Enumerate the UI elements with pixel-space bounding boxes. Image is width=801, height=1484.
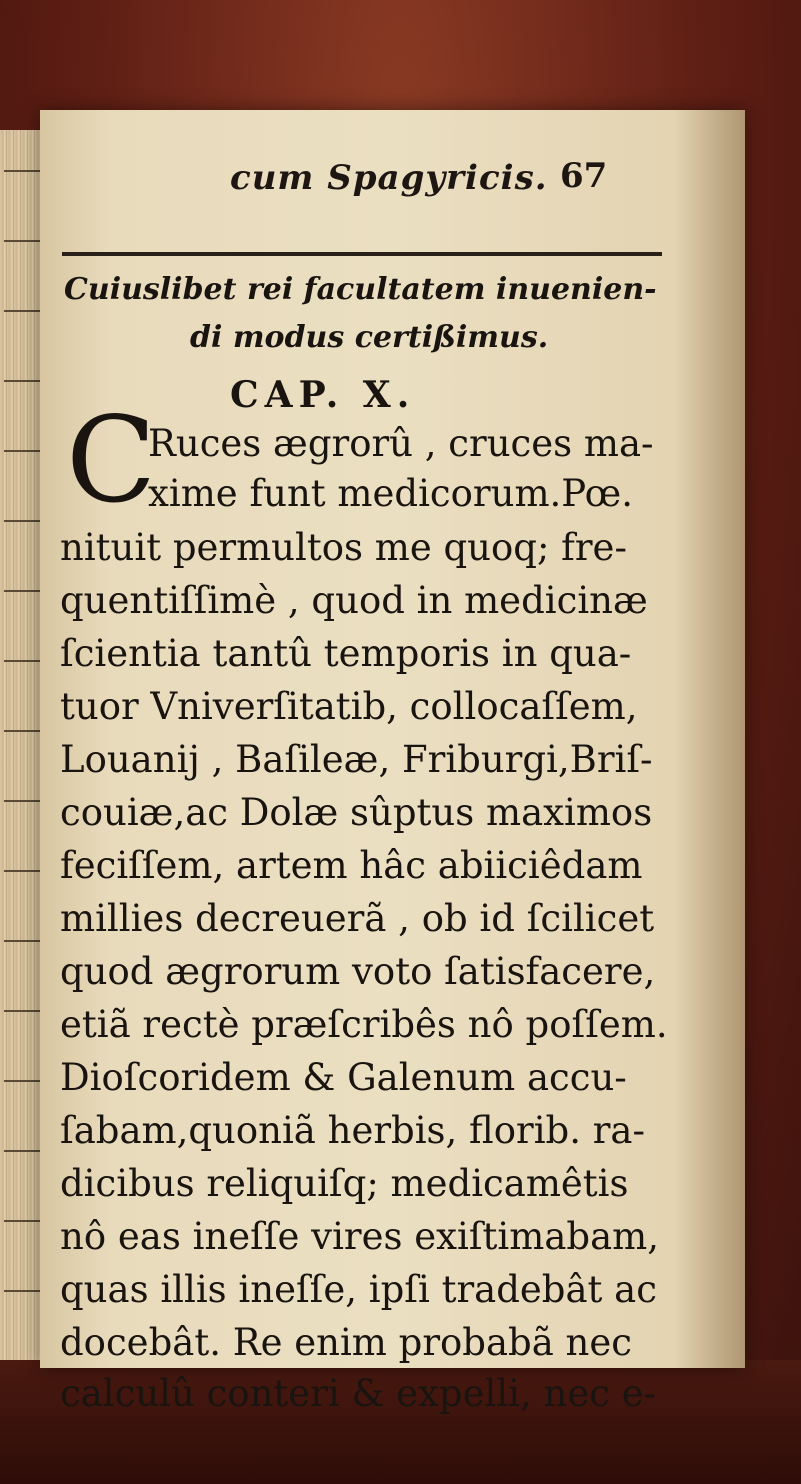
page-edge-mark — [4, 1080, 42, 1082]
page-edge-mark — [4, 1010, 42, 1012]
text-line: quentiſſimè , quod in medicinæ — [60, 579, 648, 622]
running-head: cum Spagyricis. — [230, 158, 548, 198]
page-edge-mark — [4, 660, 42, 662]
text-line: feciſſem, artem hâc abiiciêdam — [60, 844, 643, 887]
page-edge-mark — [4, 590, 42, 592]
page-edge-mark — [4, 800, 42, 802]
page-edge-mark — [4, 1150, 42, 1152]
text-line: xime funt medicorum.Pœ. — [148, 472, 634, 515]
page-edge-mark — [4, 380, 42, 382]
chapter-summary-line: Cuiuslibet rei facultatem inuenien- — [64, 272, 657, 307]
text-line: docebât. Re enim probabã nec — [60, 1321, 632, 1364]
page-gutter-shadow — [675, 110, 745, 1368]
text-line: calculû conteri & expelli, nec e- — [60, 1372, 657, 1415]
text-line: millies decreuerã , ob id ſcilicet — [60, 897, 655, 940]
text-line: dicibus reliquiſq; medicamêtis — [60, 1162, 629, 1205]
page-edge-mark — [4, 940, 42, 942]
page-edge-mark — [4, 310, 42, 312]
text-line: Ruces ægrorû , cruces ma- — [148, 422, 654, 465]
page-edge-mark — [4, 240, 42, 242]
page-edge-mark — [4, 450, 42, 452]
page-edge-mark — [4, 730, 42, 732]
page-edge-mark — [4, 1290, 42, 1292]
text-line: ſcientia tantû temporis in qua- — [60, 632, 632, 675]
chapter-summary-line: di modus certißimus. — [190, 320, 549, 355]
page-edge-mark — [4, 1220, 42, 1222]
text-line: tuor Vniverſitatib, collocaſſem, — [60, 685, 638, 728]
page-edge-mark — [4, 170, 42, 172]
page-edge-mark — [4, 870, 42, 872]
text-line: etiã rectè præſcribês nô poſſem. — [60, 1003, 668, 1046]
text-line: ſabam,quoniã herbis, florib. ra- — [60, 1109, 645, 1152]
text-line: quod ægrorum voto ſatisfacere, — [60, 950, 656, 993]
text-line: Dioſcoridem & Galenum accu- — [60, 1056, 627, 1099]
page-edge-mark — [4, 520, 42, 522]
page-number: 67 — [560, 156, 608, 196]
text-line: quas illis ineſſe, ipſi tradebât ac — [60, 1268, 657, 1311]
book-page — [40, 110, 745, 1415]
text-line: Louanij , Baſileæ, Friburgi,Briſ- — [60, 738, 653, 781]
drop-initial: C — [66, 391, 157, 529]
chapter-heading: CAP. X. — [230, 374, 416, 416]
page-header — [40, 158, 745, 208]
text-line: couiæ,ac Dolæ sûptus maximos — [60, 791, 653, 834]
text-line: nituit permultos me quoq; fre- — [60, 526, 627, 569]
header-rule — [62, 252, 662, 256]
text-line: nô eas ineſſe vires exiſtimabam, — [60, 1215, 659, 1258]
